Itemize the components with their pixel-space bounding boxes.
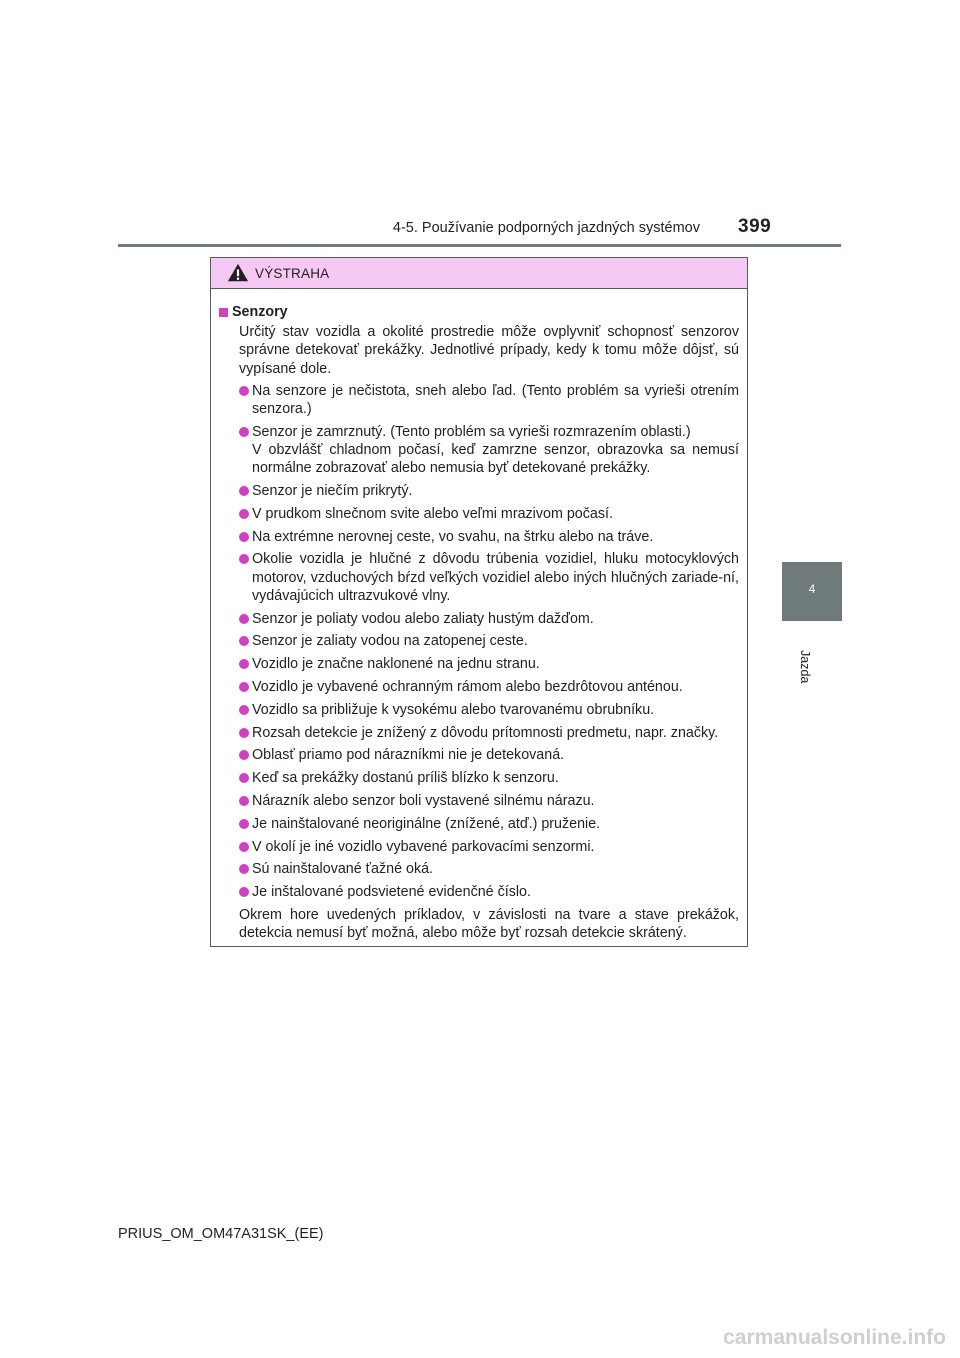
- list-item-text: Oblasť priamo pod nárazníkmi nie je detekovaná.: [252, 747, 565, 764]
- list-item-text: Vozidlo je značne naklonené na jednu stranu.: [252, 656, 540, 673]
- list-item: [239, 678, 739, 696]
- chapter-number: 4: [808, 582, 816, 596]
- watermark: carmanualsonline.info: [723, 1326, 946, 1349]
- round-bullet-icon: [239, 427, 249, 437]
- warning-title: VÝSTRAHA: [255, 265, 330, 281]
- list-item: [239, 769, 739, 787]
- round-bullet-icon: [239, 773, 249, 783]
- list-item-text: V okolí je iné vozidlo vybavené parkovacími senzormi.: [252, 838, 595, 855]
- round-bullet-icon: [239, 636, 249, 646]
- list-item-text: Senzor je niečím prikrytý.: [252, 483, 413, 500]
- document-code: PRIUS_OM_OM47A31SK_(EE): [118, 1226, 324, 1242]
- list-item: [239, 482, 739, 500]
- list-item-text: Keď sa prekážky dostanú príliš blízko k senzoru.: [252, 770, 559, 787]
- chapter-tab[interactable]: [782, 562, 842, 621]
- round-bullet-icon: [239, 614, 249, 624]
- warning-box: [210, 257, 748, 947]
- list-item-text: Vozidlo je vybavené ochranným rámom alebo bezdrôtovou anténou.: [252, 679, 683, 695]
- header-divider: [118, 244, 841, 247]
- list-item: [239, 724, 739, 742]
- warning-body: [211, 289, 747, 942]
- list-item: [239, 505, 739, 523]
- square-bullet-icon: [219, 308, 228, 317]
- section-title: 4-5. Používanie podporných jazdných systémov: [392, 220, 700, 236]
- list-item: [239, 610, 739, 628]
- round-bullet-icon: [239, 887, 249, 897]
- list-item-text: Na senzore je nečistota, sneh alebo ľad. (Tento problém sa vyrieši otrením senzora.): [252, 382, 739, 418]
- list-item-text: Rozsah detekcie je znížený z dôvodu prítomnosti predmetu, napr. značky.: [252, 724, 719, 741]
- list-item-text: V prudkom slnečnom svite alebo veľmi mrazivom počasí.: [252, 505, 613, 522]
- section-heading-text: Senzory: [232, 304, 288, 320]
- list-item: [239, 550, 739, 605]
- outro-paragraph: Okrem hore uvedených príkladov, v závislosti na tvare a stave prekážok, detekcia nemusí byť možná, alebo môže byť rozsah detekcie skrátený.: [239, 906, 739, 942]
- list-item-text: Vozidlo sa približuje k vysokému alebo tvarovanému obrubníku.: [252, 701, 655, 718]
- round-bullet-icon: [239, 554, 249, 564]
- list-item: [239, 423, 739, 478]
- warning-triangle-icon: [227, 262, 249, 284]
- page-number: 399: [738, 216, 772, 237]
- list-item: [239, 860, 739, 878]
- list-item-text: Okolie vozidla je hlučné z dôvodu trúbenia vozidiel, hluku motocyklových motorov, vzduchových bŕzd veľkých vozidiel alebo iných hlučných zariade-ní, vydávajúcich ultrazvukové vlny.: [252, 551, 739, 604]
- list-item: [239, 528, 739, 546]
- list-item: [239, 701, 739, 719]
- list-item: [239, 792, 739, 810]
- round-bullet-icon: [239, 509, 249, 519]
- chapter-label: Jazda: [798, 650, 812, 684]
- round-bullet-icon: [239, 864, 249, 874]
- list-item-text: Nárazník alebo senzor boli vystavené silnému nárazu.: [252, 792, 595, 809]
- list-item-text: Senzor je zamrznutý. (Tento problém sa vyrieši rozmrazením oblasti.): [252, 423, 691, 440]
- list-item: [239, 746, 739, 764]
- list-item-text: Je nainštalované neoriginálne (znížené, atď.) pruženie.: [252, 815, 601, 832]
- list-item-text: Sú nainštalované ťažné oká.: [252, 861, 434, 878]
- round-bullet-icon: [239, 842, 249, 852]
- warning-header: [211, 258, 747, 289]
- section-heading: [219, 303, 739, 321]
- list-item-text: Je inštalované podsvietené evidenčné číslo.: [252, 884, 531, 901]
- round-bullet-icon: [239, 819, 249, 829]
- round-bullet-icon: [239, 532, 249, 542]
- list-item: [239, 655, 739, 673]
- list-item-text: V obzvlášť chladnom počasí, keď zamrzne senzor, obrazovka sa nemusí normálne zobrazovať alebo nemusia byť detekované prekážky.: [252, 442, 739, 477]
- round-bullet-icon: [239, 486, 249, 496]
- list-item: [239, 632, 739, 650]
- round-bullet-icon: [239, 728, 249, 738]
- list-item-text: Na extrémne nerovnej ceste, vo svahu, na štrku alebo na tráve.: [252, 528, 654, 545]
- list-item: [239, 838, 739, 856]
- round-bullet-icon: [239, 682, 249, 692]
- round-bullet-icon: [239, 659, 249, 669]
- intro-paragraph: Určitý stav vozidla a okolité prostredie môže ovplyvniť schopnosť senzorov správne detekovať prekážky. Jednotlivé prípady, kedy k tomu môže dôjsť, sú vypísané dole.: [239, 324, 739, 377]
- bullet-list: [219, 382, 739, 902]
- round-bullet-icon: [239, 750, 249, 760]
- list-item: [239, 382, 739, 418]
- list-item: [239, 883, 739, 901]
- list-item-text: Senzor je poliaty vodou alebo zaliaty hustým dažďom.: [252, 610, 594, 627]
- round-bullet-icon: [239, 386, 249, 396]
- list-item: [239, 815, 739, 833]
- list-item-text: Senzor je zaliaty vodou na zatopenej ceste.: [252, 633, 528, 650]
- round-bullet-icon: [239, 796, 249, 806]
- round-bullet-icon: [239, 705, 249, 715]
